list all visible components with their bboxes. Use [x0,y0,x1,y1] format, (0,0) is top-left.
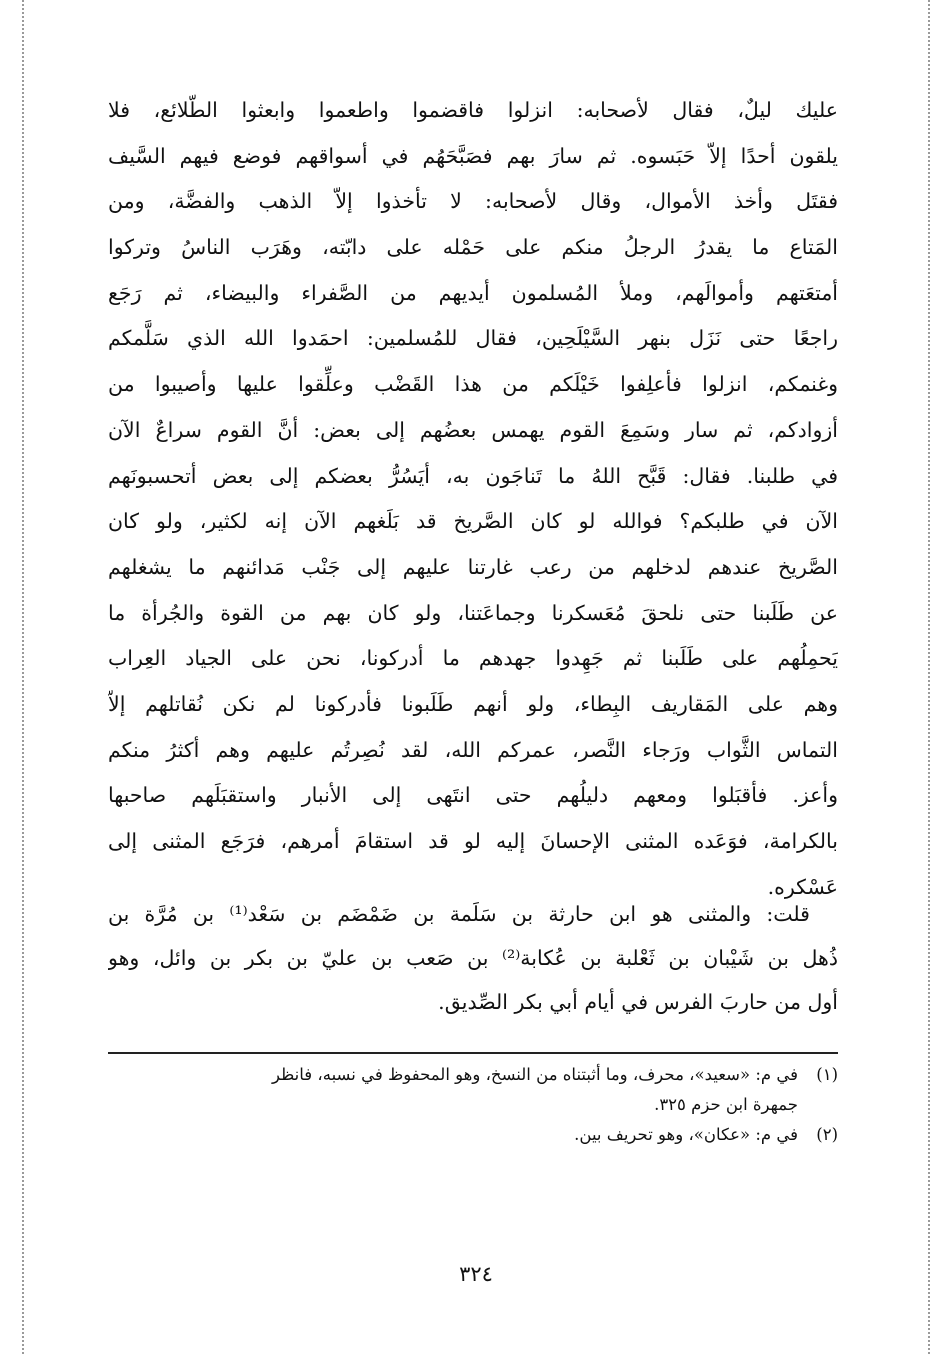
footnotes [108,1060,838,1150]
footnote-separator [108,1052,838,1054]
text-line: الآن في طلبكم؟ فوالله لو كان الصَّريخ قد بَلَغهم الآن إنه لكثير، ولو كان [108,509,838,534]
text-line: بالكرامة، فوَعَده المثنى الإحسانَ إليه لو قد استقامَ أمرهم، فرَجَع المثنى إلى [108,829,838,853]
left-margin-dotted-line [22,0,24,1354]
text-line: عَسْكره. [767,874,838,899]
text-line: يلقون أحدًا إلاّ حَبَسوه. ثم سارَ بهم فصَبَّحَهُم في أسواقهم فوضع فيهم السَّيف [108,143,838,168]
main-paragraph [108,88,838,910]
footnote-number: (١) [816,1065,838,1084]
second-paragraph [108,892,838,1024]
text-line: وهم على المَقاريف البِطاء، ولو أنهم طَلَبونا فأدركونا لم نكن نُقاتلهم إلاّ [108,691,838,716]
text-line: راجعًا حتى نَزَل بنهر السَّيْلَحِين، فقال للمُسلمين: احمَدوا الله الذي سَلَّمكم [108,326,838,351]
text-line: قلت: والمثنى هو ابن حارثة بن سَلَمة بن ضَمْضَم بن سَعْد⁽¹⁾ بن مُرَّة بن [108,902,810,926]
footnote-text: في م: «عكان»، وهو تحريف بين. [574,1125,798,1144]
footnote-continuation: جمهرة ابن حزم ٣٢٥. [654,1095,798,1114]
text-line: فقتَل وأخذ الأموال، وقال لأصحابه: لا تأخذوا إلاّ الذهب والفضَّة، ومن [108,189,838,214]
right-margin-dotted-line [928,0,930,1354]
text-line: أزوادكم، ثم سار وسَمِعَ القوم يهمس بعضُهم إلى بعض: أنَّ القوم سراعٌ الآن [108,417,838,442]
text-line: وغنمكم، انزلوا فأعلِفوا خَيْلَكم من هذا القَضْب وعلِّقوا عليها وأصيبوا من [108,372,838,397]
page-number: ٣٢٤ [459,1262,493,1286]
text-line: التماس الثَّواب ورَجاء النَّصر، عمركم الله، لقد نُصِرتُم عليهم وهم أكثرُ منكم [108,737,838,762]
footnote-number: (٢) [816,1125,838,1144]
text-line: يَحمِلُهم على طَلَبنا ثم جَهِدوا جهدهم ما أدركونا، نحن على الجياد العِراب [108,646,838,671]
text-line: أول من حاربَ الفرس في أيام أبي بكر الصِّديق. [438,990,838,1014]
text-line: وأعز. فأقبَلوا ومعهم دليلُهم حتى انتَهى إلى الأنبار واستقبَلَهم صاحبها [108,783,838,808]
text-line: عليك ليلٌ، فقال لأصحابه: انزلوا فاقضموا واطعموا وابعثوا الطّلائع، فلا [108,98,838,122]
text-line: عن طَلَبنا حتى نلحقَ مُعَسكرنا وجماعَتنا، ولو كان بهم من القوة والجُرأة ما [108,600,838,625]
footnote-1 [108,1060,838,1090]
footnote-2 [108,1120,838,1150]
text-line: في طلبنا. فقال: قَبَّح اللهُ ما تَناجَون به، أيَسُرُّ بعضكم إلى بعض أتحسبونَهم [108,463,838,488]
text-line: أمتعَتهم وأموالَهم، وملأ المُسلمون أيديهم من الصَّفراء والبيضاء، ثم رَجَع [108,280,838,305]
text-line: المَتاع ما يقدرُ الرجلُ منكم على حَمْله على دابّته، وهَرَب الناسُ وتركوا [108,235,838,260]
text-line: ذُهل بن شَيْبان بن ثَعْلبة بن عُكابة⁽²⁾ بن صَعب بن عليّ بن بكر بن وائل، وهو [108,946,838,970]
footnote-text: في م: «سعيد»، محرف، وما أثبتناه من النسخ، وهو المحفوظ في نسبه، فانظر [272,1065,798,1084]
text-line: الصَّريخ عندهم لدخلهم من رعب غارتنا عليهم إلى جَنْب مَدائنهم ما يشغلهم [108,554,838,579]
